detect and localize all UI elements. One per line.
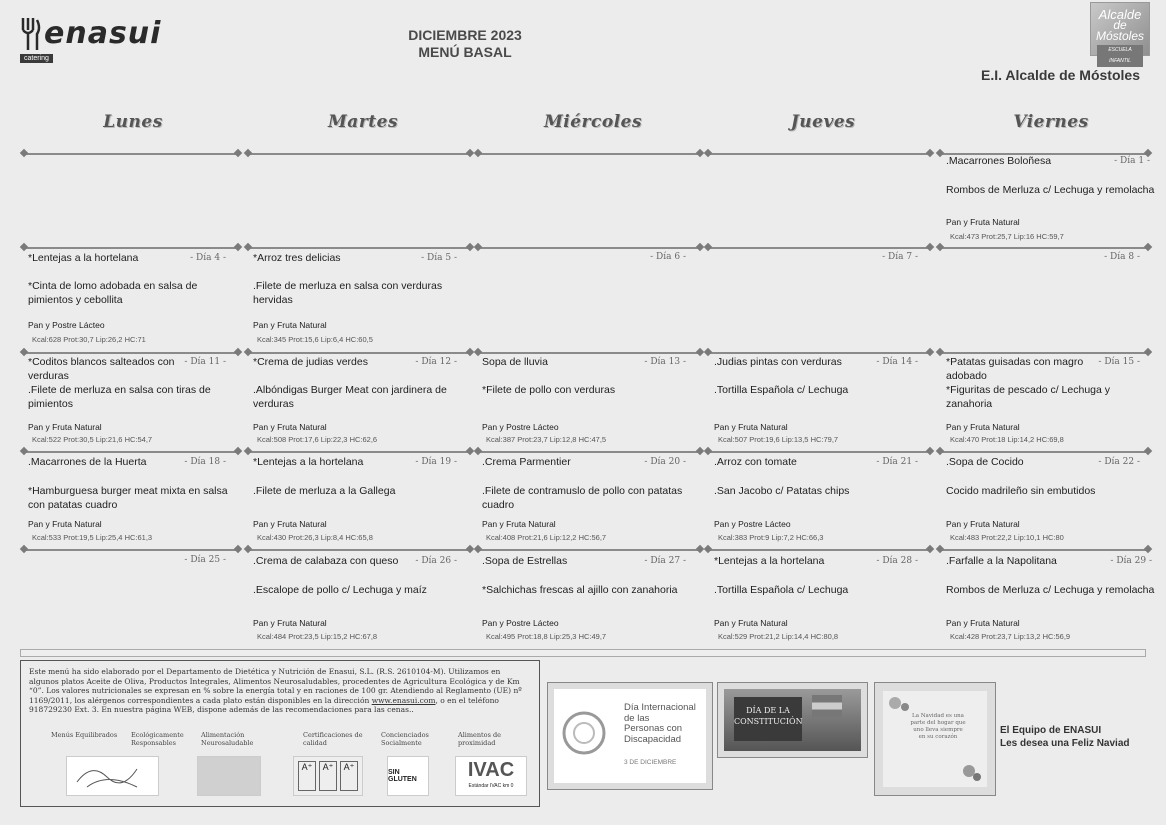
dessert: Pan y Postre Lácteo <box>714 519 791 529</box>
menu-cell-dia-1 <box>946 155 1155 245</box>
day-number: - Día 21 - <box>876 457 918 467</box>
row-separator <box>940 549 1148 551</box>
nutrition-info: Kcal:387 Prot:23,7 Lip:12,8 HC:47,5 <box>486 435 607 444</box>
disability-day-inner <box>554 689 706 783</box>
first-course: .Sopa de Estrellas <box>482 555 568 567</box>
label-certifications: Certificaciones de calidad <box>303 731 363 747</box>
ivac-subtitle: Estándar IVAC km 0 <box>468 783 514 789</box>
day-number: - Día 14 - <box>876 357 918 367</box>
nutrition-info: Kcal:473 Prot:25,7 Lip:16 HC:59,7 <box>950 232 1064 241</box>
christmas-quote: La Navidad es una parte del hogar que uno lleva siempre en su corazón <box>910 713 966 740</box>
dessert: Pan y Fruta Natural <box>482 519 556 529</box>
badge-line3: ESCUELA INFANTIL <box>1097 45 1143 67</box>
dessert: Pan y Postre Lácteo <box>28 320 105 330</box>
row-separator <box>708 247 930 249</box>
nutrition-info: Kcal:508 Prot:17,6 Lip:22,3 HC:62,6 <box>257 435 378 444</box>
day-number: - Día 1 - <box>1114 156 1150 166</box>
first-course: *Lentejas a la hortelana <box>253 456 364 468</box>
row-separator <box>478 352 700 354</box>
dessert: Pan y Fruta Natural <box>946 422 1020 432</box>
cert-a-icon: A⁺ <box>298 761 316 791</box>
dessert: Pan y Fruta Natural <box>28 422 102 432</box>
first-course: .Macarrones de la Huerta <box>28 456 147 468</box>
constitution-line1: DÍA DE LA <box>746 706 790 715</box>
second-course: Rombos de Merluza c/ Lechuga y remolacha <box>946 584 1155 596</box>
constitution-day-photo <box>724 689 861 751</box>
row-separator <box>24 451 238 453</box>
first-course: .Macarrones Boloñesa <box>946 155 1052 167</box>
nutrition-info: Kcal:483 Prot:22,2 Lip:10,1 HC:80 <box>950 533 1064 542</box>
constitution-day-card <box>717 682 868 758</box>
day-number: - Día 18 - <box>184 457 226 467</box>
dessert: Pan y Fruta Natural <box>946 217 1020 227</box>
menu-cell-dia-22 <box>946 456 1142 546</box>
row-separator <box>478 247 700 249</box>
row-separator <box>248 352 470 354</box>
disability-line3: Personas con <box>624 723 683 734</box>
dessert: Pan y Postre Lácteo <box>482 422 559 432</box>
row-separator <box>24 549 238 551</box>
nutrition-info: Kcal:408 Prot:21,6 Lip:12,2 HC:56,7 <box>486 533 607 542</box>
title-menu-type: MENÚ BASAL <box>418 44 512 60</box>
second-course: .Tortilla Española c/ Lechuga <box>714 384 849 396</box>
cert-a-icon: A⁺ <box>319 761 337 791</box>
menu-cell-dia-6 <box>482 251 688 271</box>
constitution-line2: CONSTITUCIÓN <box>734 717 803 726</box>
nutrition-info: Kcal:345 Prot:15,6 Lip:6,4 HC:60,5 <box>257 335 373 344</box>
label-proximity: Alimentos de proximidad <box>458 731 501 747</box>
person-circle-icon <box>562 707 606 759</box>
row-separator <box>248 247 470 249</box>
nutrition-info: Kcal:628 Prot:30,7 Lip:26,2 HC:71 <box>32 335 146 344</box>
row-separator <box>708 549 930 551</box>
greeting-line1: El Equipo de ENASUI <box>1000 725 1102 736</box>
second-course: .Escalope de pollo c/ Lechuga y maíz <box>253 584 427 596</box>
nutrition-info: Kcal:470 Prot:18 Lip:14,2 HC:69,8 <box>950 435 1064 444</box>
menu-cell-dia-19 <box>253 456 459 546</box>
brand-name: enasui <box>44 16 162 51</box>
row-separator <box>24 153 238 155</box>
row-separator <box>940 352 1148 354</box>
quality-cert-icons <box>293 756 363 796</box>
row-separator <box>478 451 700 453</box>
cert-a-icon: A⁺ <box>340 761 358 791</box>
row-separator <box>940 451 1148 453</box>
menu-cell-dia-8 <box>946 251 1142 271</box>
fork-icon <box>20 18 42 50</box>
nutrition-info: Kcal:522 Prot:30,5 Lip:21,6 HC:54,7 <box>32 435 153 444</box>
day-lunes: Lunes <box>103 112 163 132</box>
first-course: .Crema Parmentier <box>482 456 571 468</box>
chalkboard <box>734 697 802 741</box>
second-course: *Filete de pollo con verduras <box>482 384 616 396</box>
second-course: .Albóndigas Burger Meat con jardinera de verduras <box>253 384 447 410</box>
first-course: .Judias pintas con verduras <box>714 356 842 368</box>
nutrition-info: Kcal:507 Prot:19,6 Lip:13,5 HC:79,7 <box>718 435 839 444</box>
day-number: - Día 4 - <box>190 253 226 263</box>
second-course: *Hamburguesa burger meat mixta en salsa con patatas cuadro <box>28 485 228 511</box>
first-course: .Farfalle a la Napolitana <box>946 555 1057 567</box>
day-jueves: Jueves <box>790 112 856 132</box>
day-number: - Día 15 - <box>1098 357 1140 367</box>
first-course: .Crema de calabaza con queso <box>253 555 399 567</box>
gluten-free-badge: SIN GLUTEN <box>387 756 429 796</box>
day-number: - Día 6 - <box>650 252 686 262</box>
day-number: - Día 20 - <box>644 457 686 467</box>
second-course: .Filete de contramuslo de pollo con patatas cuadro <box>482 485 683 511</box>
menu-cell-dia-12 <box>253 356 459 446</box>
row-separator <box>248 451 470 453</box>
menu-cell-dia-14 <box>714 356 920 446</box>
day-number: - Día 29 - <box>1110 556 1152 566</box>
nutrition-info: Kcal:495 Prot:18,8 Lip:25,3 HC:49,7 <box>486 632 607 641</box>
row-separator <box>248 549 470 551</box>
row-separator <box>478 153 700 155</box>
day-viernes: Viernes <box>1013 112 1089 132</box>
second-course: .Filete de merluza a la Gallega <box>253 485 396 497</box>
label-neuro: Alimentación Neurosaludable <box>201 731 254 747</box>
day-number: - Día 11 - <box>184 357 226 367</box>
row-separator <box>708 451 930 453</box>
dessert: Pan y Fruta Natural <box>714 618 788 628</box>
day-number: - Día 25 - <box>184 555 226 565</box>
second-course: *Cinta de lomo adobada en salsa de pimientos y cebollita <box>28 280 198 306</box>
nutrition-info: Kcal:430 Prot:26,3 Lip:8,4 HC:65,8 <box>257 533 373 542</box>
row-separator <box>708 352 930 354</box>
school-name: E.I. Alcalde de Móstoles <box>981 67 1140 83</box>
nutrition-info: Kcal:428 Prot:23,7 Lip:13,2 HC:56,9 <box>950 632 1071 641</box>
disability-line4: Discapacidad <box>624 733 682 745</box>
disability-line2: de las <box>624 712 650 724</box>
menu-cell-dia-7 <box>714 251 920 271</box>
menu-title <box>340 27 590 61</box>
second-course: .Tortilla Española c/ Lechuga <box>714 584 849 596</box>
label-balanced: Menús Equilibrados <box>51 731 118 739</box>
badge-line2: de Móstoles <box>1095 18 1145 43</box>
first-course: *Coditos blancos salteados con verduras <box>28 356 175 382</box>
second-course: *Figuritas de pescado c/ Lechuga y zanahoria <box>946 384 1111 410</box>
disability-day-title <box>624 703 696 745</box>
disability-day-card <box>547 682 713 790</box>
day-number: - Día 12 - <box>415 357 457 367</box>
greeting-text <box>1000 724 1130 750</box>
dessert: Pan y Fruta Natural <box>253 320 327 330</box>
first-course: *Arroz tres delicias <box>253 252 341 264</box>
dessert: Pan y Fruta Natural <box>28 519 102 529</box>
first-course: .Sopa de Cocido <box>946 456 1024 468</box>
first-course: *Lentejas a la hortelana <box>714 555 825 567</box>
menu-cell-dia-27 <box>482 555 688 645</box>
christmas-card <box>874 682 996 796</box>
spain-flag-icon <box>812 695 842 717</box>
day-number: - Día 28 - <box>876 556 918 566</box>
label-ecological: Ecológicamente Responsables <box>131 731 184 747</box>
menu-cell-dia-26 <box>253 555 459 645</box>
divider-bar <box>20 649 1146 657</box>
dessert: Pan y Fruta Natural <box>253 618 327 628</box>
first-course: .Arroz con tomate <box>714 456 797 468</box>
second-course: .Filete de merluza en salsa con tiras de pimientos <box>28 384 211 410</box>
disability-line1: Día Internacional <box>624 702 696 713</box>
info-panel <box>20 660 540 807</box>
second-course: .Filete de merluza en salsa con verduras hervidas <box>253 280 443 306</box>
menu-cell-dia-4 <box>28 252 228 344</box>
menu-cell-dia-13 <box>482 356 688 446</box>
day-number: - Día 8 - <box>1104 252 1140 262</box>
second-course: Rombos de Merluza c/ Lechuga y remolacha <box>946 184 1155 196</box>
first-course: Sopa de lluvia <box>482 356 548 368</box>
website-link[interactable]: www.enasui.com <box>371 695 436 705</box>
menu-cell-dia-18 <box>28 456 228 546</box>
second-course: .San Jacobo c/ Patatas chips <box>714 485 850 497</box>
row-separator <box>940 247 1148 249</box>
first-course: *Lentejas a la hortelana <box>28 252 139 264</box>
badge-line1: Alcalde <box>1098 7 1142 22</box>
disability-date: 3 DE DICIEMBRE <box>624 759 677 766</box>
first-course: *Patatas guisadas con magro adobado <box>946 356 1084 382</box>
nutrition-info: Kcal:484 Prot:23,5 Lip:15,2 HC:67,8 <box>257 632 378 641</box>
flower-icon <box>955 761 985 785</box>
menu-cell-dia-5 <box>253 252 459 344</box>
greeting-line2: Les desea una Feliz Naviad <box>1000 738 1130 749</box>
food-photo <box>197 756 261 796</box>
row-separator <box>708 153 930 155</box>
dessert: Pan y Fruta Natural <box>714 422 788 432</box>
label-social: Concienciados Socialmente <box>381 731 429 747</box>
dessert: Pan y Fruta Natural <box>946 519 1020 529</box>
dessert: Pan y Fruta Natural <box>946 618 1020 628</box>
day-number: - Día 22 - <box>1098 457 1140 467</box>
nutrition-info: Kcal:529 Prot:21,2 Lip:14,4 HC:80,8 <box>718 632 839 641</box>
nutrition-info: Kcal:383 Prot:9 Lip:7,2 HC:66,3 <box>718 533 824 542</box>
day-martes: Martes <box>327 112 399 132</box>
menu-cell-dia-21 <box>714 456 920 546</box>
menu-cell-dia-28 <box>714 555 920 645</box>
row-separator <box>24 247 238 249</box>
first-course: *Crema de judias verdes <box>253 356 368 368</box>
menu-cell-dia-11 <box>28 356 228 446</box>
row-separator <box>478 549 700 551</box>
signature-stamp <box>66 756 159 796</box>
day-number: - Día 5 - <box>421 253 457 263</box>
dessert: Pan y Postre Lácteo <box>482 618 559 628</box>
second-course: *Salchichas frescas al ajillo con zanahoria <box>482 584 678 596</box>
school-badge <box>1090 2 1150 64</box>
row-separator <box>24 352 238 354</box>
menu-cell-dia-29 <box>946 555 1154 645</box>
row-separator <box>248 153 470 155</box>
dessert: Pan y Fruta Natural <box>253 422 327 432</box>
enasui-logo <box>20 16 160 66</box>
day-number: - Día 27 - <box>644 556 686 566</box>
info-text <box>29 667 531 715</box>
dessert: Pan y Fruta Natural <box>253 519 327 529</box>
info-text-b: , o en el teléfono 918729230 Ext. 3. En nuestra página WEB, dispone además de las recomendaciones para las cenas.. <box>29 695 499 714</box>
day-number: - Día 19 - <box>415 457 457 467</box>
menu-cell-dia-15 <box>946 356 1142 446</box>
menu-cell-dia-25 <box>28 554 228 574</box>
nutrition-info: Kcal:533 Prot:19,5 Lip:25,4 HC:61,3 <box>32 533 153 542</box>
brand-subtitle: catering <box>20 54 53 63</box>
day-number: - Día 13 - <box>644 357 686 367</box>
menu-cell-dia-20 <box>482 456 688 546</box>
title-month: DICIEMBRE 2023 <box>408 27 522 43</box>
day-miercoles: Miércoles <box>543 112 643 132</box>
ivac-title: IVAC <box>467 759 515 781</box>
day-number: - Día 26 - <box>415 556 457 566</box>
ivac-logo <box>455 756 527 796</box>
second-course: Cocido madrileño sin embutidos <box>946 485 1096 497</box>
christmas-card-inner <box>883 691 987 787</box>
info-text-a: Este menú ha sido elaborado por el Departamento de Dietética y Nutrición de Enasui, S.L. (R.S. 2610104-M). Utilizamos en algunos platos Aceite de Oliva, Productos Integrales, Alimentos Neurosaludables, procedentes de Agricultura Ecológica y de Km “0”. Los valores nutricionales se expresan en % sobre la energía total y en raciones de 100 gr. Atendiendo al Reglamento (UE) nº 1169/2011, los alérgenos correspondientes a cada plato están disponibles en la dirección <box>29 667 522 705</box>
day-number: - Día 7 - <box>882 252 918 262</box>
